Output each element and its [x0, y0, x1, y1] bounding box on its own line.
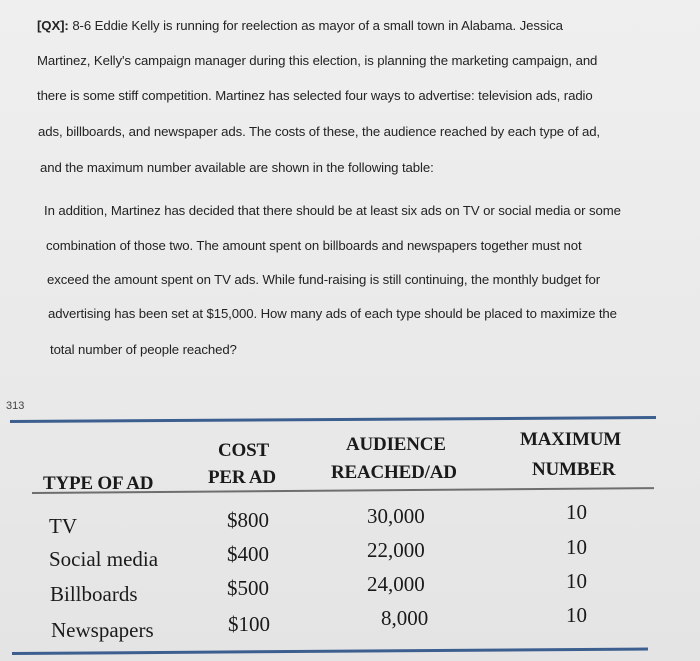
table-row-audience: 24,000 [367, 572, 425, 596]
problem-line-1 [37, 18, 563, 33]
table-row-audience: 8,000 [381, 606, 429, 630]
table-row-max: 10 [566, 603, 587, 627]
table-row-cost: $100 [228, 612, 270, 636]
problem-line-2: Martinez, Kelly's campaign manager during this election, is planning the marketing campaign, and [37, 53, 598, 68]
problem-line-5: and the maximum number available are shown in the following table: [40, 160, 434, 175]
constraint-line-1: In addition, Martinez has decided that there should be at least six ads on TV or social media or some [44, 203, 621, 218]
table-top-rule [10, 416, 656, 423]
header-maximum-line-2: NUMBER [532, 459, 616, 480]
header-type-of-ad: TYPE OF AD [43, 473, 154, 494]
table-row-audience: 30,000 [367, 504, 425, 528]
header-audience-line-1: AUDIENCE [346, 434, 446, 455]
header-cost-line-2: PER AD [208, 467, 276, 488]
page-number: 313 [6, 400, 25, 412]
constraint-line-2: combination of those two. The amount spent on billboards and newspapers together must not [46, 238, 582, 253]
problem-text: 8-6 Eddie Kelly is running for reelection as mayor of a small town in Alabama. Jessica [72, 18, 563, 33]
table-row-type: Social media [49, 547, 159, 571]
header-cost-line-1: COST [218, 440, 269, 461]
problem-line-3: there is some stiff competition. Martinez has selected four ways to advertise: television ads, radio [37, 88, 593, 103]
table-bottom-rule [12, 648, 648, 655]
table-row-cost: $800 [227, 508, 269, 532]
table-row-max: 10 [566, 535, 587, 559]
table-row-type: Newspapers [51, 618, 154, 642]
table-row-cost: $400 [227, 542, 269, 566]
header-maximum-line-1: MAXIMUM [520, 429, 621, 450]
table-row-type: Billboards [50, 582, 138, 606]
constraint-line-5: total number of people reached? [50, 342, 237, 357]
table-row-cost: $500 [227, 576, 269, 600]
constraint-line-4: advertising has been set at $15,000. How many ads of each type should be placed to maximize the [48, 306, 617, 321]
table-row-audience: 22,000 [367, 538, 425, 562]
table-row-max: 10 [566, 569, 587, 593]
table-row-type: TV [49, 514, 77, 538]
table-row-max: 10 [566, 500, 587, 524]
constraint-line-3: exceed the amount spent on TV ads. While fund-raising is still continuing, the monthly budget for [47, 272, 601, 287]
problem-tag: [QX]: [37, 18, 69, 33]
problem-line-4: ads, billboards, and newspaper ads. The costs of these, the audience reached by each type of ad, [38, 124, 600, 139]
header-audience-line-2: REACHED/AD [331, 462, 457, 483]
